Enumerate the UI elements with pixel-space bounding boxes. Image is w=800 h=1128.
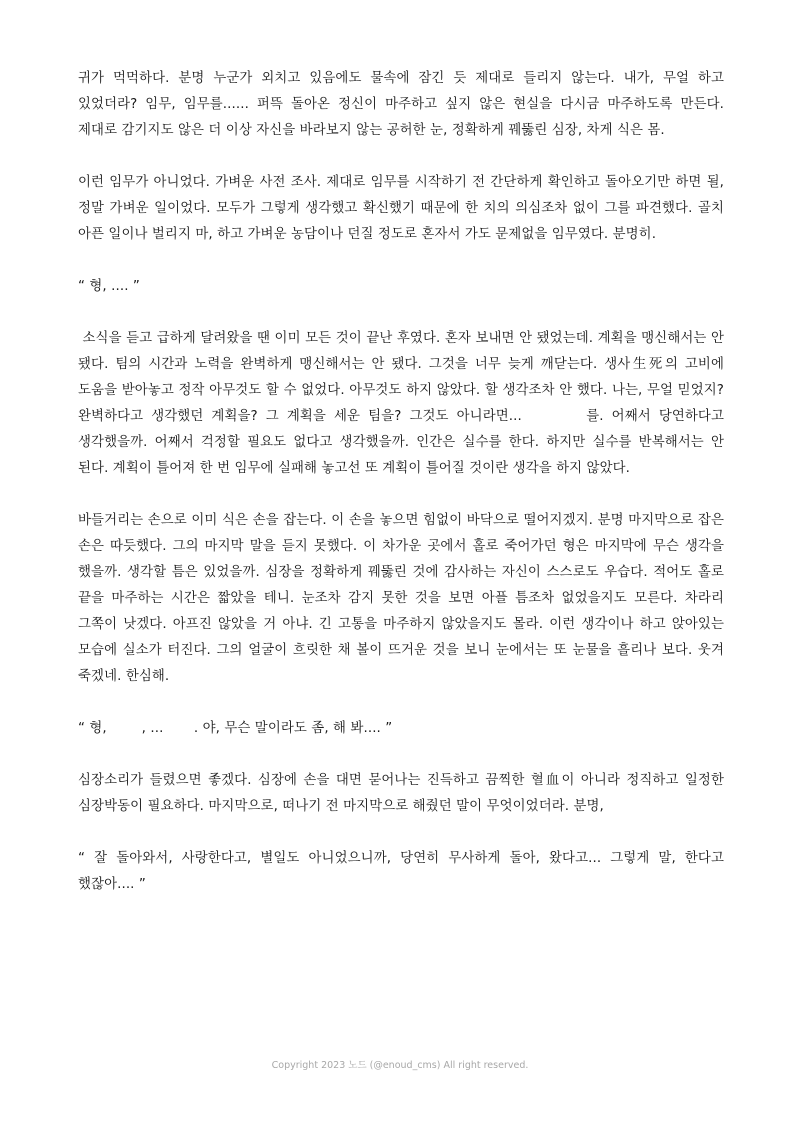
dialogue-1: “ 형, .... ” — [78, 279, 140, 294]
paragraph-2: 이런 임무가 아니었다. 가벼운 사전 조사. 제대로 임무를 시작하기 전 간단하게 확인하고 돌아오기만 하면 될, 정말 가벼운 일이었다. 모두가 그렇게 생각했고 확신했기 때문에 한 치의 의심조차 없이 그를 파견했다. 골치 아픈 일이나 벌리지 마, 하고 가벼운 농담이나 던질 정도로 혼자서 가도 문제없을 임무였다. 분명히. — [78, 175, 724, 242]
document-body — [78, 66, 729, 898]
dialogue-2: “ 형, , ... . 야, 무슨 말이라도 좀, 해 봐.... ” — [78, 721, 393, 736]
paragraph-3: 소식을 듣고 급하게 달려왔을 땐 이미 모든 것이 끝난 후였다. 혼자 보내면 안 됐었는데. 계획을 맹신해서는 안 됐다. 팀의 시간과 노력을 완벽하게 맹신해서는 안 됐다. 그것을 너무 늦게 깨닫는다. 생사生死의 고비에 도움을 받아놓고 정작 아무것도 할 수 없었다. 아무것도 하지 않았다. 할 생각조차 안 했다. 나는, 무얼 믿었지? 완벽하다고 생각했던 계획을? 그 계획을 세운 팀을? 그것도 아니라면... 를. 어째서 당연하다고 생각했을까. 어째서 걱정할 필요도 없다고 생각했을까. 인간은 실수를 한다. 하지만 실수를 반복해서는 안 된다. 계획이 틀어져 한 번 임무에 실패해 놓고선 또 계획이 틀어질 것이란 생각을 하지 않았다. — [78, 331, 729, 476]
paragraph-1: 귀가 먹먹하다. 분명 누군가 외치고 있음에도 물속에 잠긴 듯 제대로 들리지 않는다. 내가, 무얼 하고 있었더라? 임무, 임무를...... 퍼뜩 돌아온 정신이 마주하고 싶지 않은 현실을 다시금 마주하도록 만든다. 제대로 감기지도 않은 더 이상 자신을 바라보지 않는 공허한 눈, 정확하게 꿰뚫린 심장, 차게 식은 몸. — [78, 71, 724, 138]
dialogue-3: “ 잘 돌아와서, 사랑한다고, 별일도 아니었으니까, 당연히 무사하게 돌아, 왔다고... 그렇게 말, 한다고 했잖아.... ” — [78, 851, 724, 892]
paragraph-4: 바들거리는 손으로 이미 식은 손을 잡는다. 이 손을 놓으면 힘없이 바닥으로 떨어지겠지. 분명 마지막으로 잡은 손은 따듯했다. 그의 마지막 말을 듣지 못했다. 이 차가운 곳에서 홀로 죽어가던 형은 마지막에 무슨 생각을 했을까. 생각할 틈은 있었을까. 심장을 정확하게 꿰뚫린 것에 감사하는 자신이 스스로도 우습다. 적어도 홀로 끝을 마주하는 시간은 짧았을 테니. 눈조차 감지 못한 것을 보면 아플 틈조차 없었을지도 모른다. 차라리 그쪽이 낫겠다. 아프진 않았을 거 아냐. 긴 고통을 마주하지 않았을지도 몰라. 이런 생각이나 하고 앉아있는 모습에 실소가 터진다. 그의 얼굴이 흐릿한 채 볼이 뜨거운 것을 보니 눈에서는 또 눈물을 흘리나 보다. 웃겨 죽겠네. 한심해. — [78, 513, 724, 684]
paragraph-5: 심장소리가 들렸으면 좋겠다. 심장에 손을 대면 묻어나는 진득하고 끔찍한 혈血이 아니라 정직하고 일정한 심장박동이 필요하다. 마지막으로, 떠나기 전 마지막으로 해줬던 말이 무엇이었더라. 분명, — [78, 773, 724, 814]
copyright-footer: Copyright 2023 노드 (@enoud_cms) All right reserved. — [271, 1060, 529, 1071]
